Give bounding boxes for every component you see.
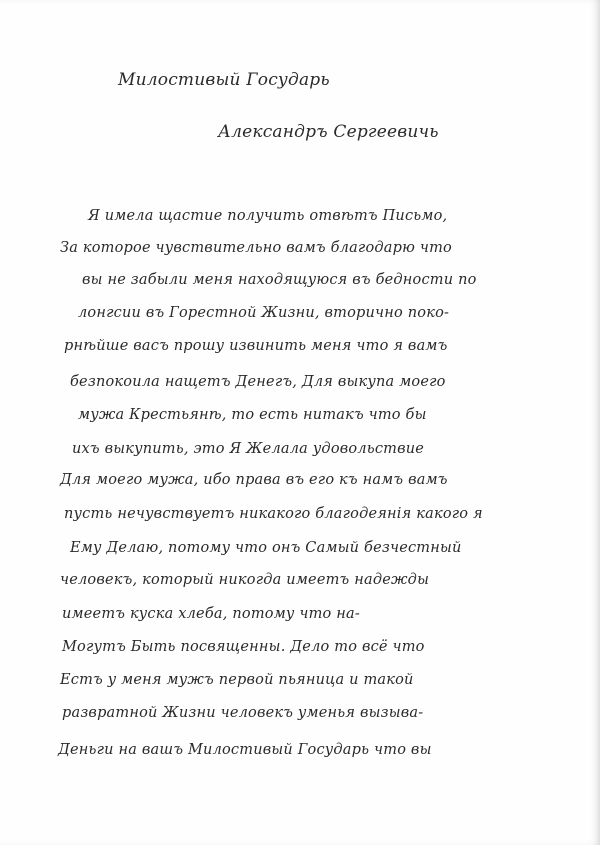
letter-line-7: мужа Крестьянѣ, то есть нитакъ что бы xyxy=(78,407,427,423)
letter-line-2: За которое чувствительно вамъ благодарю что xyxy=(60,240,452,256)
letter-line-4: лонгсии въ Горестной Жизни, вторично поко- xyxy=(78,305,450,321)
letter-line-11: Ему Делаю, потому что онъ Самый безчестный xyxy=(70,540,462,556)
letter-line-13: имеетъ куска хлеба, потому что на- xyxy=(62,606,360,622)
letter-line-5: рнѣйше васъ прошу извинить меня что я вамъ xyxy=(64,338,448,354)
letter-line-12: человекъ, который никогда имеетъ надежды xyxy=(60,572,430,588)
letter-line-6: безпокоила нащетъ Денегъ, Для выкупа моего xyxy=(70,374,446,390)
letter-line-3: вы не забыли меня находящуюся въ бедности по xyxy=(82,272,477,288)
letter-line-8: ихъ выкупить, это Я Желала удовольствие xyxy=(72,441,425,457)
letter-line-10: пусть нечувствуетъ никакого благодеянія какого я xyxy=(64,506,483,522)
letter-line-14: Могутъ Быть посвященны. Дело то всё что xyxy=(62,639,425,655)
letter-line-9: Для моего мужа, ибо права въ его къ намъ вамъ xyxy=(60,472,448,488)
salutation-line-1: Милостивый Государь xyxy=(118,70,330,90)
letter-line-17: Деньги на вашъ Милостивый Государь что вы xyxy=(58,742,432,758)
letter-line-16: развратной Жизни человекъ уменья вызыва- xyxy=(62,705,424,721)
letter-line-1: Я имела щастие получить отвѣтъ Письмо, xyxy=(88,208,448,224)
salutation-line-2: Александръ Сергеевичь xyxy=(218,122,439,142)
letter-line-15: Естъ у меня мужъ первой пьяница и такой xyxy=(60,672,414,688)
